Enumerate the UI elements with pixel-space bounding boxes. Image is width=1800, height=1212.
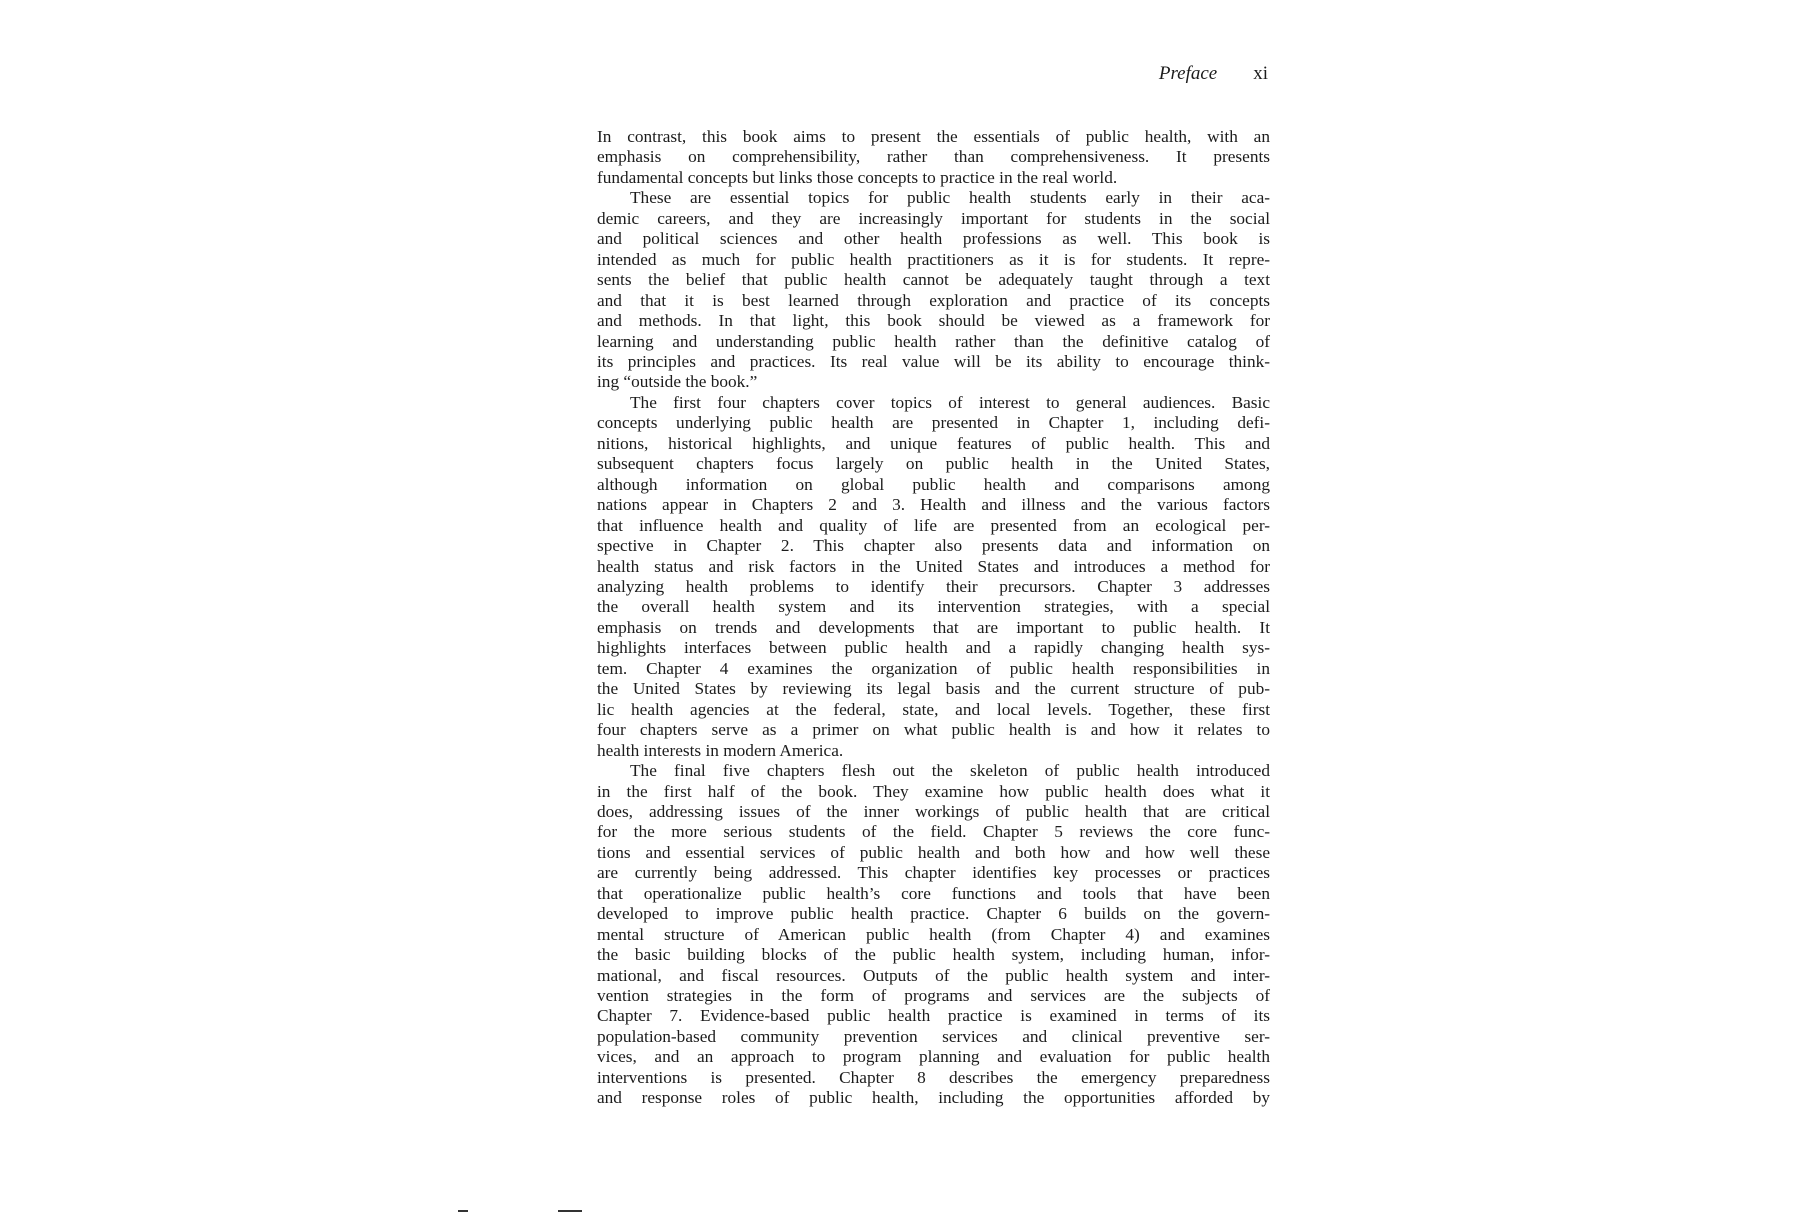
- text-line: health interests in modern America.: [597, 740, 844, 760]
- text-line: ing “outside the book.”: [597, 372, 758, 392]
- body-text: [597, 127, 1270, 1109]
- text-line: learning and understanding public health rather than the definitive catalog of: [597, 331, 1270, 351]
- text-line: emphasis on trends and developments that are important to public health. It: [597, 617, 1270, 637]
- text-line: the United States by reviewing its legal basis and the current structure of pub-: [597, 679, 1270, 699]
- text-line: mental structure of American public health (from Chapter 4) and examines: [597, 924, 1270, 944]
- text-line: emphasis on comprehensibility, rather than comprehensiveness. It presents: [597, 147, 1270, 167]
- text-line: and methods. In that light, this book should be viewed as a framework for: [597, 311, 1270, 331]
- text-line: The final five chapters flesh out the skeleton of public health introduced: [630, 761, 1270, 781]
- text-line: demic careers, and they are increasingly important for students in the social: [597, 208, 1270, 228]
- text-line: nitions, historical highlights, and unique features of public health. This and: [597, 433, 1270, 453]
- text-line: highlights interfaces between public health and a rapidly changing health sys-: [597, 638, 1270, 658]
- text-line: vention strategies in the form of programs and services are the subjects of: [597, 986, 1270, 1006]
- text-line: mational, and fiscal resources. Outputs of the public health system and inter-: [597, 965, 1270, 985]
- text-line: and that it is best learned through exploration and practice of its concepts: [597, 290, 1270, 310]
- text-line: tem. Chapter 4 examines the organization of public health responsibilities in: [597, 658, 1270, 678]
- text-line: nations appear in Chapters 2 and 3. Health and illness and the various factors: [597, 495, 1270, 515]
- text-line: analyzing health problems to identify their precursors. Chapter 3 addresses: [597, 576, 1270, 596]
- text-line: health status and risk factors in the United States and introduces a method for: [597, 556, 1270, 576]
- text-line: vices, and an approach to program planning and evaluation for public health: [597, 1047, 1270, 1067]
- running-head-title: Preface: [1158, 63, 1218, 84]
- text-line: the overall health system and its intervention strategies, with a special: [597, 597, 1270, 617]
- text-line: lic health agencies at the federal, state, and local levels. Together, these first: [597, 699, 1270, 719]
- text-line: intended as much for public health practitioners as it is for students. It repre-: [597, 249, 1270, 269]
- page-number: xi: [1253, 63, 1268, 84]
- text-line: The first four chapters cover topics of interest to general audiences. Basic: [630, 392, 1270, 412]
- text-line: does, addressing issues of the inner workings of public health that are critical: [597, 801, 1270, 821]
- text-line: sents the belief that public health cannot be adequately taught through a text: [597, 270, 1270, 290]
- text-line: Chapter 7. Evidence-based public health practice is examined in terms of its: [597, 1006, 1270, 1026]
- text-line: These are essential topics for public health students early in their aca-: [630, 188, 1270, 208]
- text-line: In contrast, this book aims to present the essentials of public health, with an: [597, 127, 1270, 146]
- text-line: and response roles of public health, including the opportunities afforded by: [597, 1088, 1270, 1108]
- text-line: its principles and practices. Its real value will be its ability to encourage think-: [597, 351, 1270, 371]
- text-line: tions and essential services of public health and both how and how well these: [597, 842, 1270, 862]
- text-line: population-based community prevention services and clinical preventive ser-: [597, 1026, 1270, 1046]
- text-line: spective in Chapter 2. This chapter also presents data and information on: [597, 536, 1270, 556]
- text-line: are currently being addressed. This chapter identifies key processes or practices: [597, 863, 1270, 883]
- text-line: fundamental concepts but links those concepts to practice in the real world.: [597, 167, 1118, 187]
- text-line: in the first half of the book. They examine how public health does what it: [597, 781, 1270, 801]
- text-line: the basic building blocks of the public health system, including human, infor-: [597, 945, 1270, 965]
- text-line: although information on global public health and comparisons among: [597, 474, 1270, 494]
- text-line: developed to improve public health practice. Chapter 6 builds on the govern-: [597, 904, 1270, 924]
- text-line: concepts underlying public health are presented in Chapter 1, including defi-: [597, 413, 1270, 433]
- text-line: and political sciences and other health professions as well. This book is: [597, 229, 1270, 249]
- text-line: that operationalize public health’s core functions and tools that have been: [597, 883, 1270, 903]
- text-line: subsequent chapters focus largely on public health in the United States,: [597, 454, 1270, 474]
- text-line: interventions is presented. Chapter 8 describes the emergency preparedness: [597, 1067, 1270, 1087]
- text-line: that influence health and quality of life are presented from an ecological per-: [597, 515, 1270, 535]
- running-head: [1000, 62, 1268, 86]
- text-line: four chapters serve as a primer on what public health is and how it relates to: [597, 720, 1270, 740]
- text-line: for the more serious students of the field. Chapter 5 reviews the core func-: [597, 822, 1270, 842]
